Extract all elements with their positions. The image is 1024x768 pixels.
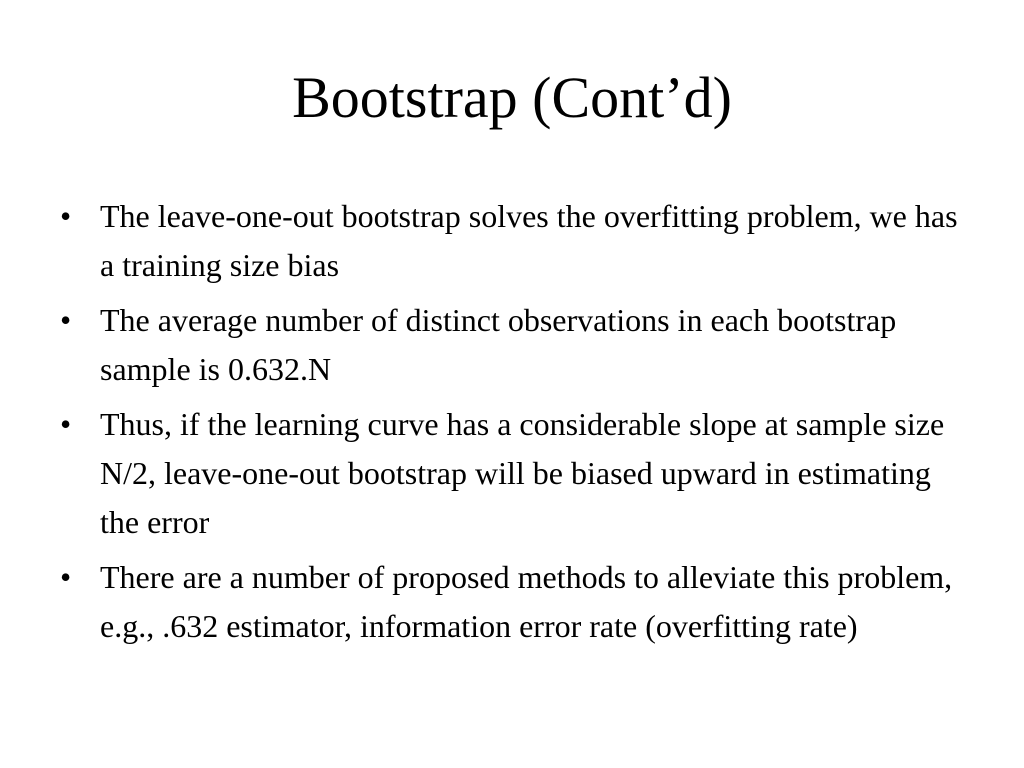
bullet-item: [60, 553, 970, 651]
slide-title: Bootstrap (Cont’d): [292, 65, 732, 130]
bullet-icon: •: [60, 406, 72, 442]
bullet-icon: •: [60, 198, 72, 234]
bullet-text: The leave-one-out bootstrap solves the overfitting problem, we has a training size bias: [100, 198, 958, 283]
bullet-text: The average number of distinct observations in each bootstrap sample is 0.632.N: [100, 302, 897, 387]
bullet-icon: •: [60, 302, 72, 338]
bullet-list: [60, 192, 970, 657]
bullet-item: [60, 400, 970, 547]
bullet-text: There are a number of proposed methods to alleviate this problem, e.g., .632 estimator, information error rate (overfitting rate): [100, 559, 953, 644]
bullet-item: [60, 192, 970, 290]
bullet-text: Thus, if the learning curve has a considerable slope at sample size N/2, leave-one-out bootstrap will be biased upward in estimating the error: [100, 406, 945, 540]
bullet-icon: •: [60, 559, 72, 595]
bullet-item: [60, 296, 970, 394]
